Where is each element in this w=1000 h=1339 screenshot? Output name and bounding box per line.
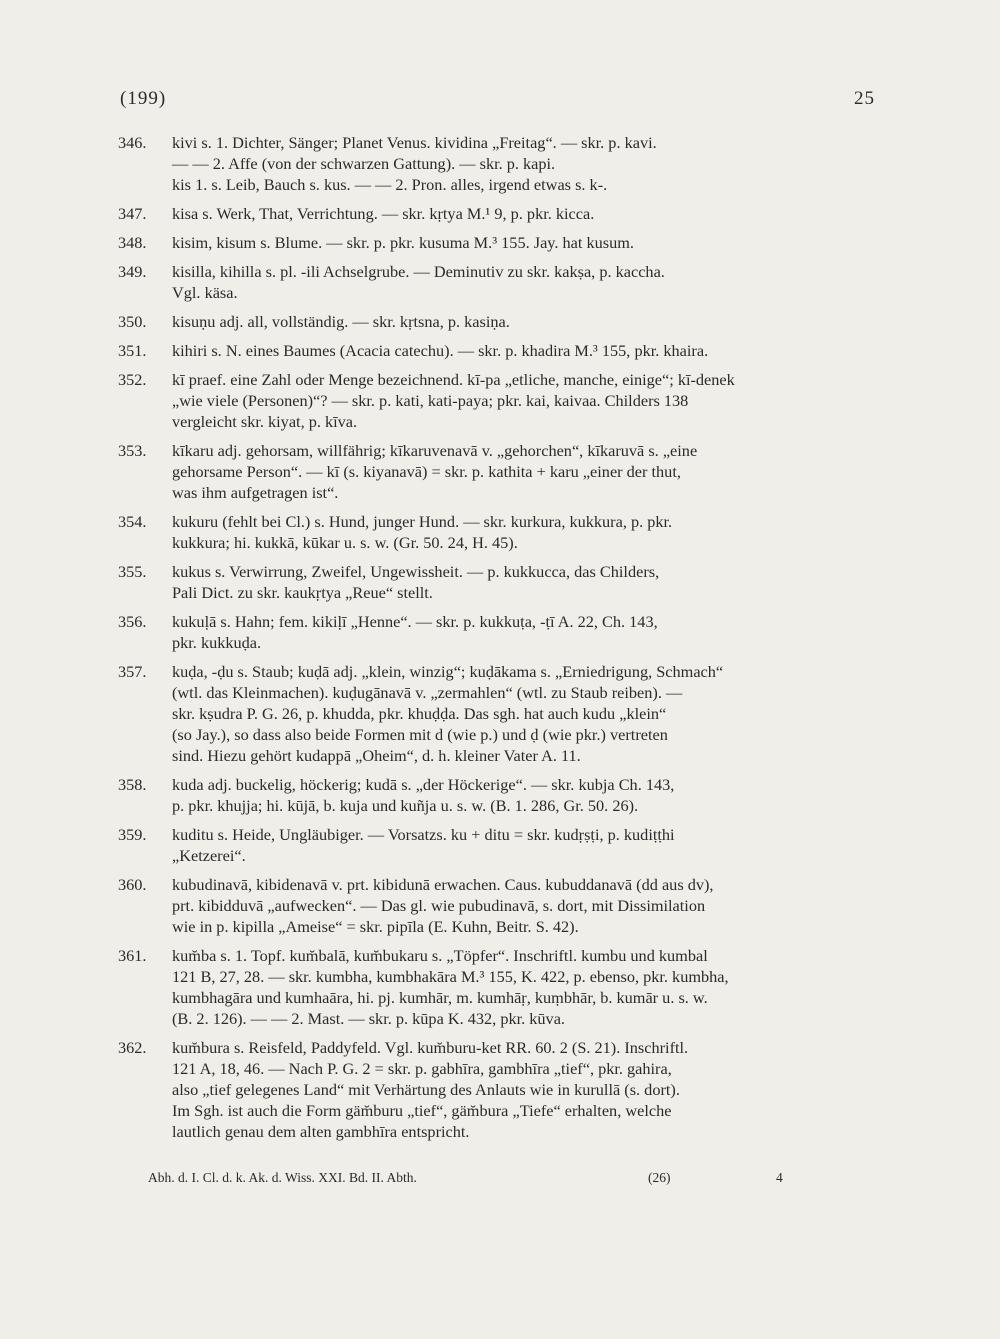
entry-line: kubudinavā, kibidenavā v. prt. kibidunā erwachen. Caus. kubuddanavā (dd aus dv), bbox=[172, 875, 714, 894]
entry-number: 351. bbox=[118, 341, 147, 360]
dictionary-entry bbox=[118, 611, 878, 653]
entry-number: 353. bbox=[118, 441, 147, 460]
entry-line: Vgl. käsa. bbox=[172, 283, 238, 302]
entry-line: kīkaru adj. gehorsam, willfährig; kīkaruvenavā v. „gehorchen“, kīkaruvā s. „eine bbox=[172, 441, 698, 460]
entry-line: kukus s. Verwirrung, Zweifel, Ungewissheit. — p. kukkucca, das Childers, bbox=[172, 562, 660, 581]
entry-line: vergleicht skr. kiyat, p. kīva. bbox=[172, 412, 358, 431]
dictionary-entry bbox=[118, 311, 878, 332]
entry-line: kum̆ba s. 1. Topf. kum̆balā, kum̆bukaru s. „Töpfer“. Inschriftl. kumbu und kumbal bbox=[172, 946, 708, 965]
dictionary-entry bbox=[118, 945, 878, 1029]
entry-number: 355. bbox=[118, 562, 147, 581]
dictionary-entry bbox=[118, 824, 878, 866]
entry-number: 349. bbox=[118, 262, 147, 281]
entry-line: 121 B, 27, 28. — skr. kumbha, kumbhakāra M.³ 155, K. 422, p. ebenso, pkr. kumbha, bbox=[172, 967, 729, 986]
entry-number: 362. bbox=[118, 1038, 147, 1057]
entry-line: was ihm aufgetragen ist“. bbox=[172, 483, 339, 502]
entry-line: lautlich genau dem alten gambhīra entspricht. bbox=[172, 1122, 470, 1141]
entry-line: „Ketzerei“. bbox=[172, 846, 246, 865]
entry-line: Im Sgh. ist auch die Form gäm̆buru „tief“, gäm̆bura „Tiefe“ erhalten, welche bbox=[172, 1101, 672, 1120]
entry-number: 348. bbox=[118, 233, 147, 252]
entry-line: 121 A, 18, 46. — Nach P. G. 2 = skr. p. gabhīra, gambhīra „tief“, pkr. gahira, bbox=[172, 1059, 672, 1078]
entry-line: kukkura; hi. kukkā, kūkar u. s. w. (Gr. 50. 24, H. 45). bbox=[172, 533, 518, 552]
entry-line: kukuḷā s. Hahn; fem. kikiḷī „Henne“. — skr. p. kukkuṭa, -ṭī A. 22, Ch. 143, bbox=[172, 612, 658, 631]
entry-line: (so Jay.), so dass also beide Formen mit d (wie p.) und ḍ (wie pkr.) vertreten bbox=[172, 725, 668, 744]
entry-line: Pali Dict. zu skr. kaukṛtya „Reue“ stellt. bbox=[172, 583, 433, 602]
dictionary-entry bbox=[118, 661, 878, 766]
dictionary-entry bbox=[118, 561, 878, 603]
dictionary-entry bbox=[118, 132, 878, 195]
entry-line: kis 1. s. Leib, Bauch s. kus. — — 2. Pron. alles, irgend etwas s. k-. bbox=[172, 175, 608, 194]
entry-number: 359. bbox=[118, 825, 147, 844]
dictionary-entry bbox=[118, 261, 878, 303]
dictionary-entry bbox=[118, 774, 878, 816]
dictionary-entry bbox=[118, 340, 878, 361]
entry-line: skr. kṣudra P. G. 26, p. khudda, pkr. khuḍḍa. Das sgh. hat auch kudu „klein“ bbox=[172, 704, 667, 723]
dictionary-entry bbox=[118, 1037, 878, 1142]
entry-line: kisa s. Werk, That, Verrichtung. — skr. kṛtya M.¹ 9, p. pkr. kicca. bbox=[172, 204, 595, 223]
dictionary-entry bbox=[118, 369, 878, 432]
dictionary-entry bbox=[118, 440, 878, 503]
entry-number: 361. bbox=[118, 946, 147, 965]
footer-sheet-number: (26) bbox=[648, 1170, 671, 1185]
dictionary-entries bbox=[118, 132, 878, 1150]
entry-number: 347. bbox=[118, 204, 147, 223]
entry-line: gehorsame Person“. — kī (s. kiyanavā) = skr. p. kathita + karu „einer der thut, bbox=[172, 462, 681, 481]
entry-line: kisilla, kihilla s. pl. -ili Achselgrube. — Deminutiv zu skr. kakṣa, p. kaccha. bbox=[172, 262, 665, 281]
entry-line: also „tief gelegenes Land“ mit Verhärtung des Anlauts wie in kurullā (s. dort). bbox=[172, 1080, 680, 1099]
entry-number: 357. bbox=[118, 662, 147, 681]
entry-line: kivi s. 1. Dichter, Sänger; Planet Venus. kividina „Freitag“. — skr. p. kavi. bbox=[172, 133, 657, 152]
entry-line: kukuru (fehlt bei Cl.) s. Hund, junger Hund. — skr. kurkura, kukkura, p. pkr. bbox=[172, 512, 673, 531]
entry-number: 358. bbox=[118, 775, 147, 794]
entry-line: wie in p. kipilla „Ameise“ = skr. pipīla (E. Kuhn, Beitr. S. 42). bbox=[172, 917, 579, 936]
entry-line: (wtl. das Kleinmachen). kuḍugānavā v. „zermahlen“ (wtl. zu Staub reiben). — bbox=[172, 683, 683, 702]
entry-line: — — 2. Affe (von der schwarzen Gattung). — skr. p. kapi. bbox=[172, 154, 556, 173]
entry-number: 356. bbox=[118, 612, 147, 631]
entry-line: kuḍa, -ḍu s. Staub; kuḍā adj. „klein, winzig“; kuḍākama s. „Erniedrigung, Schmach“ bbox=[172, 662, 724, 681]
entry-line: kī praef. eine Zahl oder Menge bezeichnend. kī-pa „etliche, manche, einige“; kī-denek bbox=[172, 370, 735, 389]
entry-line: (B. 2. 126). — — 2. Mast. — skr. p. kūpa K. 432, pkr. kūva. bbox=[172, 1009, 565, 1028]
entry-line: prt. kibidduvā „aufwecken“. — Das gl. wie pubudinavā, s. dort, mit Dissimilation bbox=[172, 896, 706, 915]
dictionary-entry bbox=[118, 203, 878, 224]
entry-line: kuditu s. Heide, Ungläubiger. — Vorsatzs. ku + ditu = skr. kudṛṣṭi, p. kudiṭṭhi bbox=[172, 825, 675, 844]
entry-line: kisim, kisum s. Blume. — skr. p. pkr. kusuma M.³ 155. Jay. hat kusum. bbox=[172, 233, 634, 252]
page-header-left: (199) bbox=[120, 88, 167, 109]
entry-number: 360. bbox=[118, 875, 147, 894]
entry-number: 352. bbox=[118, 370, 147, 389]
entry-line: kihiri s. N. eines Baumes (Acacia catechu). — skr. p. khadira M.³ 155, pkr. khaira. bbox=[172, 341, 709, 360]
footer-publication: Abh. d. I. Cl. d. k. Ak. d. Wiss. XXI. Bd. II. Abth. bbox=[148, 1170, 417, 1185]
entry-line: p. pkr. khujja; hi. kūjā, b. kuja und kuñja u. s. w. (B. 1. 286, Gr. 50. 26). bbox=[172, 796, 639, 815]
dictionary-entry bbox=[118, 511, 878, 553]
dictionary-entry bbox=[118, 874, 878, 937]
dictionary-entry bbox=[118, 232, 878, 253]
entry-number: 346. bbox=[118, 133, 147, 152]
entry-line: pkr. kukkuḍa. bbox=[172, 633, 262, 652]
entry-line: kumbhagāra und kumhaāra, hi. pj. kumhār, m. kumhāṛ, kuṃbhār, b. kumār u. s. w. bbox=[172, 988, 708, 1007]
page-number: 25 bbox=[854, 88, 875, 109]
entry-number: 350. bbox=[118, 312, 147, 331]
entry-line: kisuṇu adj. all, vollständig. — skr. kṛtsna, p. kasiṇa. bbox=[172, 312, 510, 331]
entry-line: sind. Hiezu gehört kudappā „Oheim“, d. h. kleiner Vater A. 11. bbox=[172, 746, 581, 765]
entry-line: kuda adj. buckelig, höckerig; kudā s. „der Höckerige“. — skr. kubja Ch. 143, bbox=[172, 775, 675, 794]
entry-line: „wie viele (Personen)“? — skr. p. kati, kati-paya; pkr. kai, kaivaa. Childers 138 bbox=[172, 391, 689, 410]
footer-signature: 4 bbox=[776, 1170, 783, 1185]
entry-number: 354. bbox=[118, 512, 147, 531]
entry-line: kum̆bura s. Reisfeld, Paddyfeld. Vgl. kum̆buru-ket RR. 60. 2 (S. 21). Inschriftl. bbox=[172, 1038, 689, 1057]
